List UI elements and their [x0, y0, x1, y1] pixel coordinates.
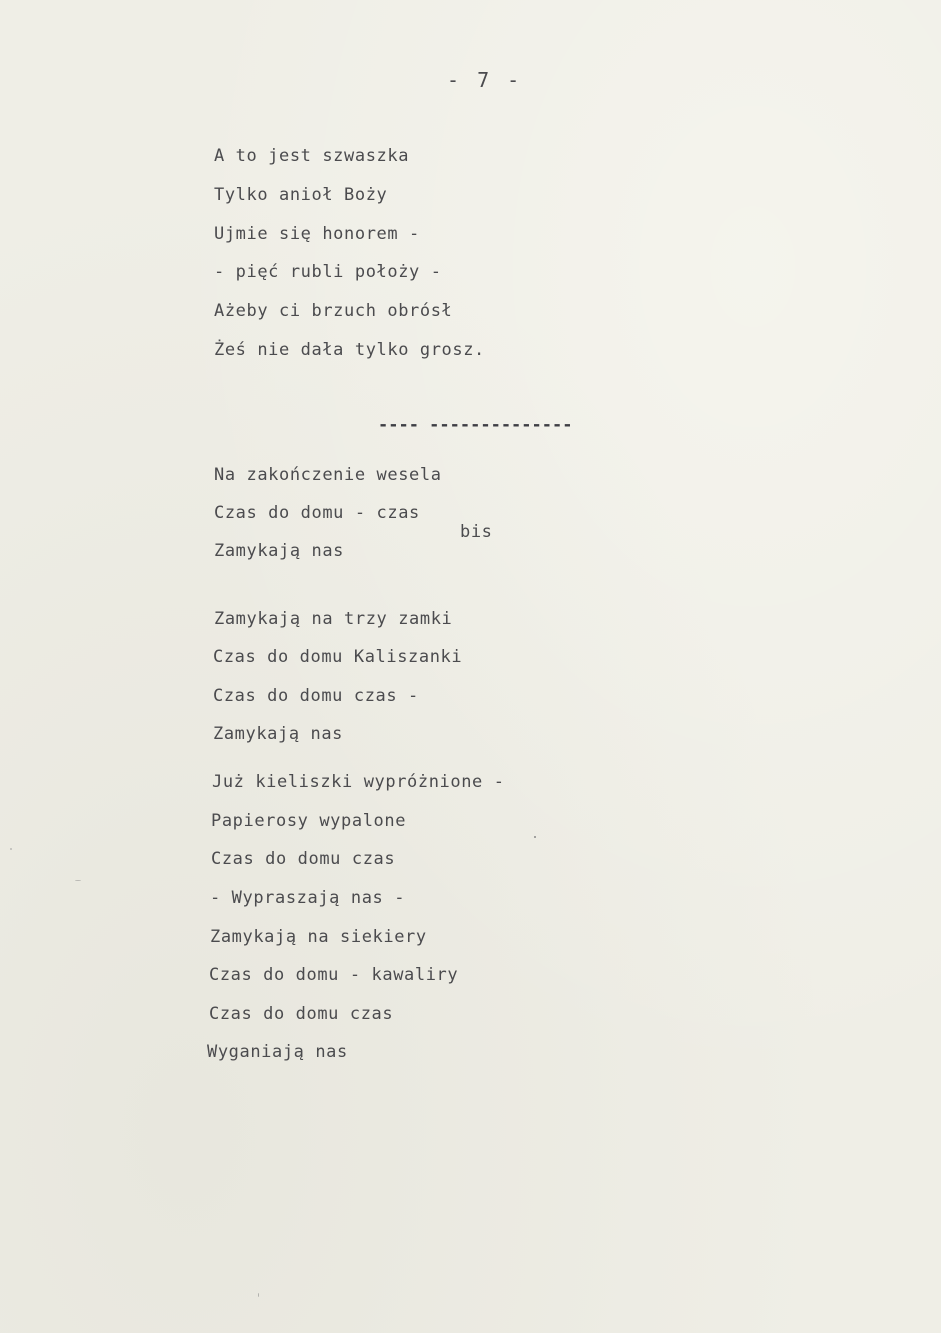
- repeat-mark: bis: [460, 522, 493, 542]
- stanza4-line-7: Czas do domu czas: [209, 1004, 394, 1024]
- stanza3-line-3: Czas do domu czas -: [213, 686, 419, 706]
- stanza4-line-8: Wyganiają nas: [207, 1042, 348, 1062]
- stanza1-line-5: Ażeby ci brzuch obrósł: [214, 301, 453, 321]
- stanza3-line-1: Zamykają na trzy zamki: [214, 609, 453, 629]
- stanza3-line-2: Czas do domu Kaliszanki: [213, 647, 463, 667]
- stanza4-line-2: Papierosy wypalone: [211, 811, 407, 831]
- stanza2-line-1: Na zakończenie wesela: [214, 465, 442, 485]
- stanza1-line-6: Żeś nie dała tylko grosz.: [214, 340, 485, 360]
- stanza2-line-2: Czas do domu - czas: [214, 503, 420, 523]
- paper-speck: [534, 836, 536, 838]
- paper-speck: [258, 1293, 259, 1297]
- stanza4-line-6: Czas do domu - kawaliry: [209, 965, 459, 985]
- stanza4-line-4: - Wypraszają nas -: [210, 888, 406, 908]
- stanza2-line-3: Zamykają nas: [214, 541, 345, 561]
- stanza4-line-1: Już kieliszki wypróżnione -: [212, 772, 505, 792]
- stanza1-line-3: Ujmie się honorem -: [214, 224, 420, 244]
- stanza4-line-5: Zamykają na siekiery: [210, 927, 427, 947]
- stanza3-line-4: Zamykają nas: [213, 724, 344, 744]
- stanza1-line-4: - pięć rubli położy -: [214, 262, 442, 282]
- stanza1-line-1: A to jest szwaszka: [214, 146, 410, 166]
- stanza1-line-2: Tylko anioł Boży: [214, 185, 388, 205]
- section-divider: ---- --------------: [378, 415, 573, 435]
- paper-speck: [75, 880, 81, 881]
- page-number: - 7 -: [447, 68, 523, 92]
- paper-speck: [10, 848, 12, 850]
- stanza4-line-3: Czas do domu czas: [211, 849, 396, 869]
